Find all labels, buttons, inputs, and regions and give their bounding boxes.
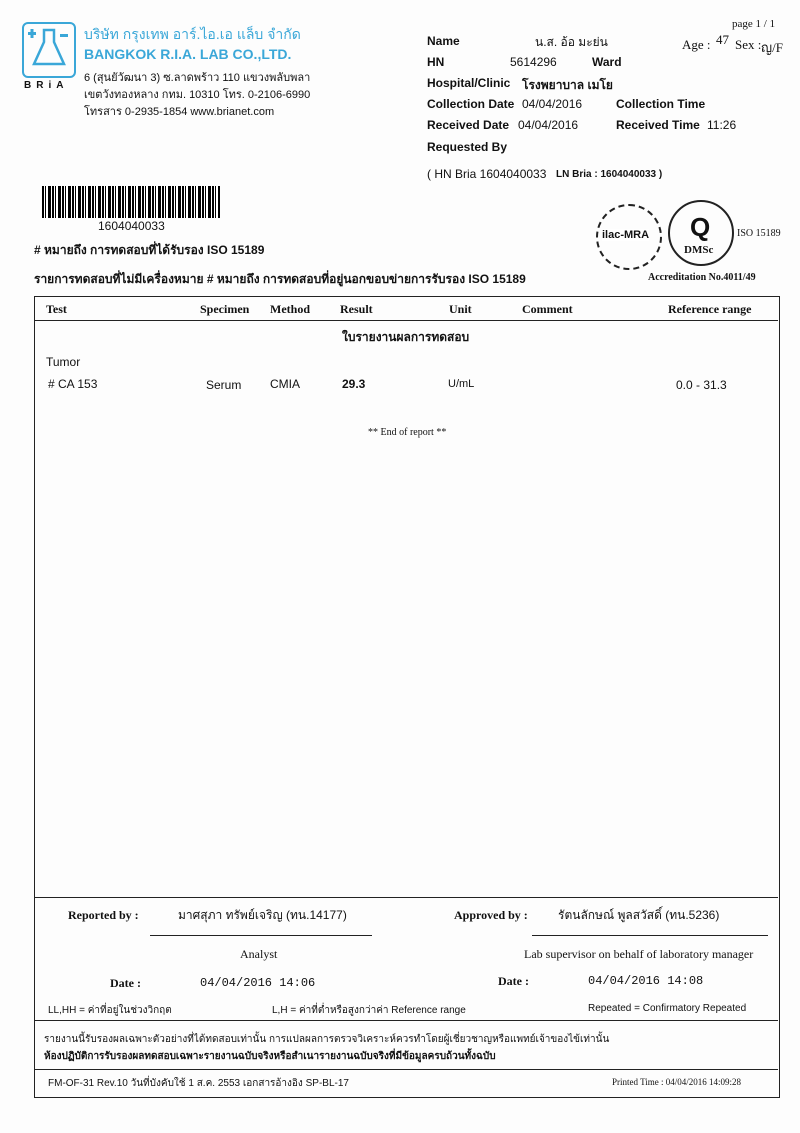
company-address-3: โทรสาร 0-2935-1854 www.brianet.com bbox=[84, 106, 275, 118]
ln-bria: LN Bria : 1604040033 ) bbox=[556, 169, 663, 180]
result-method: CMIA bbox=[270, 377, 300, 391]
received-date-value: 04/04/2016 bbox=[518, 118, 579, 132]
lab-logo bbox=[22, 22, 76, 78]
date-label-left: Date : bbox=[110, 976, 141, 990]
col-method: Method bbox=[270, 302, 310, 316]
end-of-report: ** End of report ** bbox=[368, 427, 447, 438]
result-reference: 0.0 - 31.3 bbox=[676, 378, 727, 392]
hospital-value: โรงพยาบาล เมโย bbox=[522, 78, 613, 92]
legend-low-high: L,H = ค่าที่ต่ำหรือสูงกว่าค่า Reference range bbox=[272, 1005, 466, 1016]
name-label: Name bbox=[427, 34, 460, 48]
age-value: 47 bbox=[716, 32, 729, 47]
logo-text: BRiA bbox=[24, 80, 69, 91]
iso-note-unaccredited: รายการทดสอบที่ไม่มีเครื่องหมาย # หมายถึง การทดสอบที่อยู่นอกขอบข่ายการรับรอง ISO 15189 bbox=[34, 272, 526, 286]
hn-value: 5614296 bbox=[510, 55, 557, 69]
approved-by-label: Approved by : bbox=[454, 908, 528, 922]
company-address-1: 6 (สุนยัวัฒนา 3) ซ.ลาดพร้าว 110 แขวงพลับพลา bbox=[84, 72, 311, 84]
col-specimen: Specimen bbox=[200, 302, 250, 316]
date-left: 04/04/2016 14:06 bbox=[200, 976, 316, 990]
ilac-mra-text: ilac-MRA bbox=[602, 229, 650, 241]
col-test: Test bbox=[46, 302, 67, 316]
disclaimer-2: ห้องปฏิบัติการรับรองผลทดสอบเฉพาะรายงานฉบับจริงหรือสำเนารายงานฉบับจริงที่มีข้อมูลครบถ้วนทั้งฉบับ bbox=[44, 1051, 496, 1062]
iso-15189-label: ISO 15189 bbox=[737, 228, 781, 239]
collection-date-label: Collection Date bbox=[427, 97, 515, 111]
legend-critical: LL,HH = ค่าที่อยู่ในช่วงวิกฤต bbox=[48, 1005, 172, 1016]
printed-time: Printed Time : 04/04/2016 14:09:28 bbox=[612, 1077, 742, 1087]
specimen-barcode bbox=[42, 186, 220, 218]
hospital-label: Hospital/Clinic bbox=[427, 76, 511, 90]
col-unit: Unit bbox=[449, 302, 472, 316]
received-date-label: Received Date bbox=[427, 118, 510, 132]
result-unit: U/mL bbox=[448, 378, 475, 390]
test-group: Tumor bbox=[46, 355, 81, 369]
report-title: ใบรายงานผลการทดสอบ bbox=[342, 330, 470, 344]
date-label-right: Date : bbox=[498, 974, 529, 988]
form-id: FM-OF-31 Rev.10 วันที่บังคับใช้ 1 ส.ค. 2553 เอกสารอ้างอิง SP-BL-17 bbox=[48, 1078, 349, 1089]
result-test: # CA 153 bbox=[48, 377, 98, 391]
hn-label: HN bbox=[427, 55, 445, 69]
disclaimer-1: รายงานนี้รับรองผลเฉพาะตัวอย่างที่ได้ทดสอบเท่านั้น การแปลผลการตรวจวิเคราะห์ควรทำโดยผู้เชี่ยวชาญหรือแพทย์เจ้าของไข้เท่านั้น bbox=[44, 1034, 610, 1045]
dmsc-text: DMSc bbox=[684, 244, 714, 256]
page-number: page 1 / 1 bbox=[732, 18, 776, 30]
q-dmsc-logo bbox=[668, 200, 734, 266]
accreditation-number: Accreditation No.4011/49 bbox=[648, 272, 756, 283]
col-reference: Reference range bbox=[668, 302, 752, 316]
age-label: Age : bbox=[682, 37, 711, 52]
barcode-number: 1604040033 bbox=[98, 219, 165, 233]
collection-time-label: Collection Time bbox=[616, 97, 706, 111]
flask-icon bbox=[24, 24, 74, 76]
legend-repeated: Repeated = Confirmatory Repeated bbox=[588, 1003, 747, 1014]
ilac-mra-logo bbox=[596, 204, 662, 270]
date-right: 04/04/2016 14:08 bbox=[588, 974, 704, 988]
col-result: Result bbox=[340, 302, 373, 316]
received-time-value: 11:26 bbox=[707, 118, 737, 132]
result-specimen: Serum bbox=[206, 378, 242, 392]
analyst-label: Analyst bbox=[240, 947, 278, 961]
supervisor-label: Lab supervisor on behalf of laboratory manager bbox=[524, 947, 754, 961]
reporter-name: มาศสุภา ทรัพย์เจริญ (ทน.14177) bbox=[178, 908, 347, 922]
received-time-label: Received Time bbox=[616, 118, 700, 132]
col-comment: Comment bbox=[522, 302, 573, 316]
sex-label: Sex : bbox=[735, 37, 762, 52]
result-value: 29.3 bbox=[342, 377, 366, 391]
q-mark: Q bbox=[690, 212, 711, 242]
requested-by-label: Requested By bbox=[427, 140, 508, 154]
company-address-2: เขตวังทองหลาง กทม. 10310 โทร. 0-2106-6990 bbox=[84, 89, 311, 101]
hn-bria: ( HN Bria 1604040033 bbox=[427, 167, 547, 181]
iso-note-accredited: # หมายถึง การทดสอบที่ได้รับรอง ISO 15189 bbox=[34, 243, 265, 257]
reported-by-label: Reported by : bbox=[68, 908, 139, 922]
approver-name: รัตนลักษณ์ พูลสวัสดิ์ (ทน.5236) bbox=[558, 908, 720, 922]
sex-value: ญ/F bbox=[761, 40, 783, 55]
collection-date-value: 04/04/2016 bbox=[522, 97, 583, 111]
company-name-thai: บริษัท กรุงเทพ อาร์.ไอ.เอ แล็บ จำกัด bbox=[84, 26, 301, 42]
patient-name: น.ส. อ้อ มะย่น bbox=[535, 35, 608, 49]
company-name-english: BANGKOK R.I.A. LAB CO.,LTD. bbox=[84, 46, 292, 62]
ward-label: Ward bbox=[592, 55, 622, 69]
